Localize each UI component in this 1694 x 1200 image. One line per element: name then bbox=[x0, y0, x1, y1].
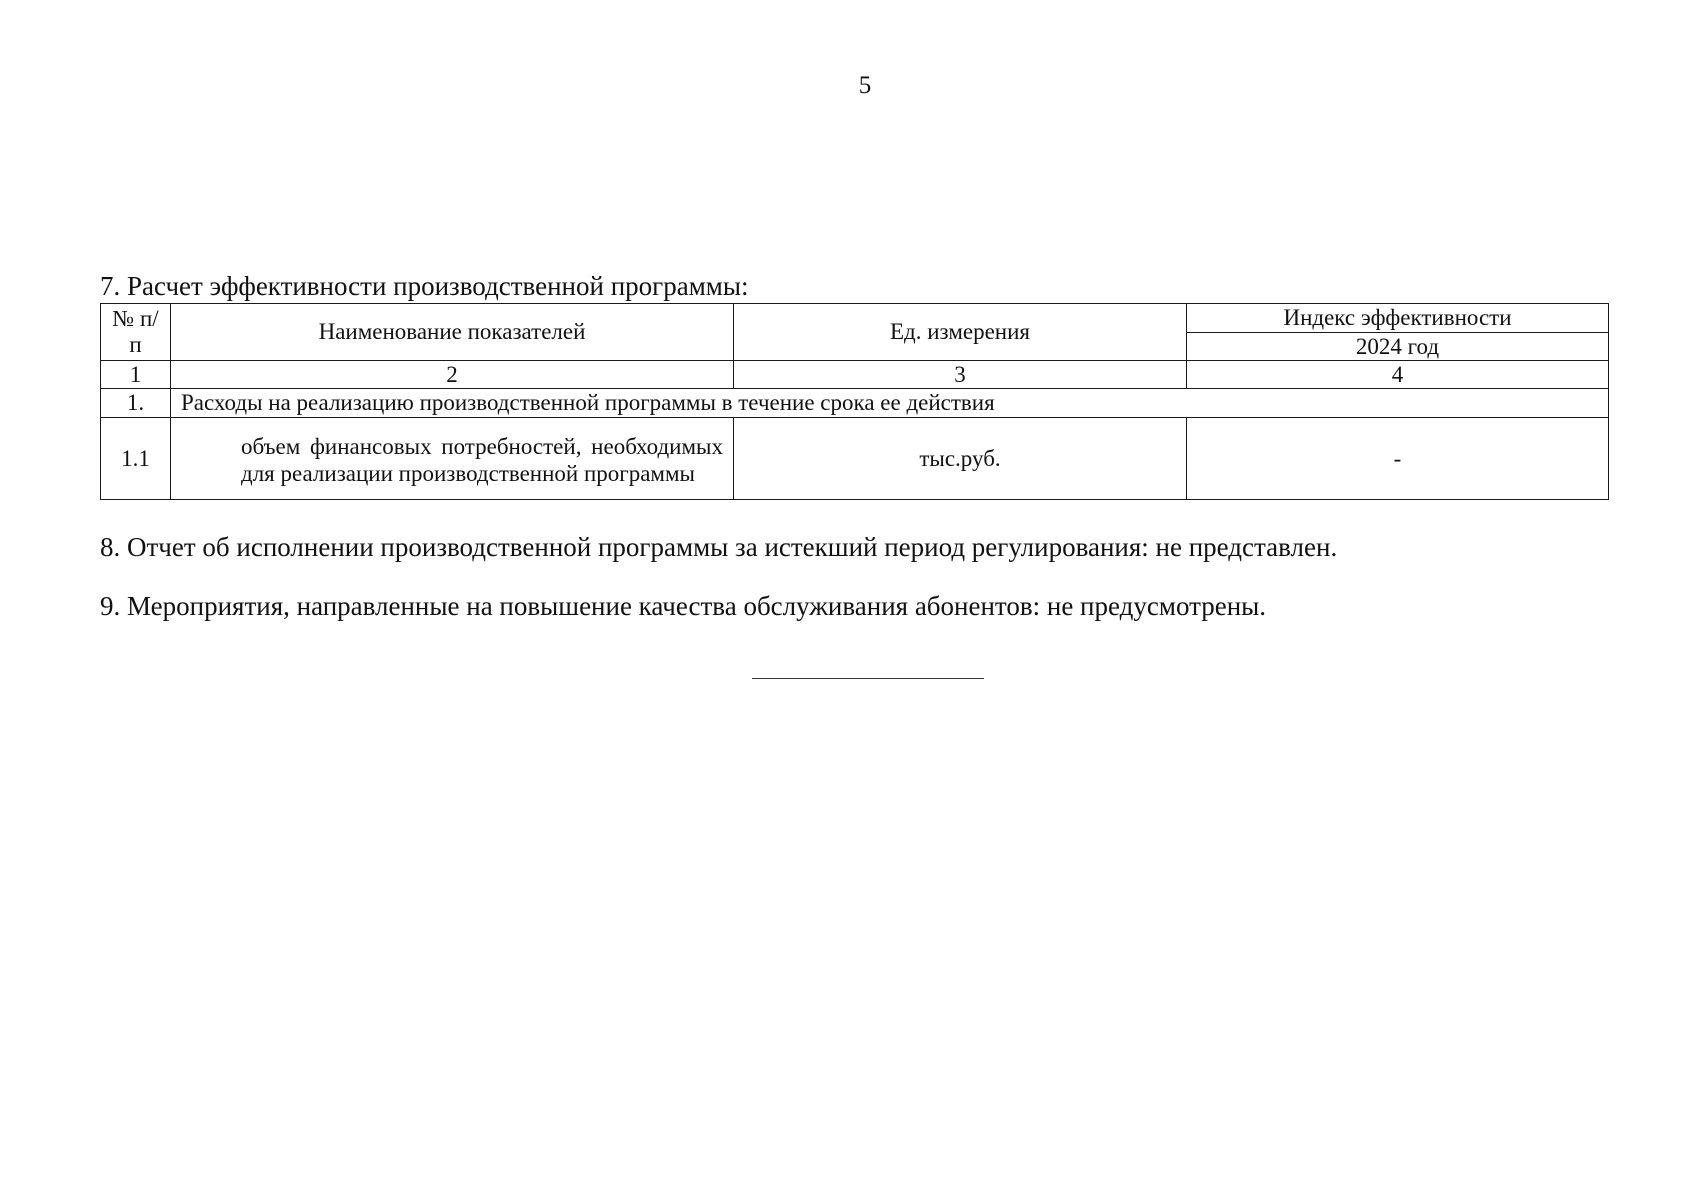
row-num: 1.1 bbox=[101, 418, 171, 500]
header-year: 2024 год bbox=[1187, 333, 1609, 361]
column-number: 3 bbox=[734, 361, 1187, 389]
header-num: № п/п bbox=[101, 304, 171, 361]
row-value: - bbox=[1187, 418, 1609, 500]
section-9-paragraph: 9. Мероприятия, направленные на повышение качества обслуживания абонентов: не предусмотрены. bbox=[100, 591, 1267, 621]
section-7-heading: 7. Расчет эффективности производственной программы: bbox=[100, 271, 749, 301]
column-number: 4 bbox=[1187, 361, 1609, 389]
column-number: 2 bbox=[171, 361, 734, 389]
efficiency-table bbox=[100, 303, 1609, 500]
row-unit: тыс.руб. bbox=[734, 418, 1187, 500]
closing-divider bbox=[752, 678, 984, 679]
table-row bbox=[101, 418, 1609, 500]
header-name: Наименование показателей bbox=[171, 304, 734, 361]
column-number-row bbox=[101, 361, 1609, 389]
header-unit: Ед. измерения bbox=[734, 304, 1187, 361]
row-name: объем финансовых потребностей, необходимых для реализации производственной программы bbox=[171, 418, 734, 500]
page-number: 5 bbox=[858, 72, 872, 99]
header-index: Индекс эффективности bbox=[1187, 304, 1609, 333]
group-row-num: 1. bbox=[101, 389, 171, 418]
group-row-text: Расходы на реализацию производственной программы в течение срока ее действия bbox=[171, 389, 1609, 418]
group-row bbox=[101, 389, 1609, 418]
section-8-paragraph: 8. Отчет об исполнении производственной программы за истекший период регулирования: не представлен. bbox=[100, 532, 1338, 562]
column-number: 1 bbox=[101, 361, 171, 389]
